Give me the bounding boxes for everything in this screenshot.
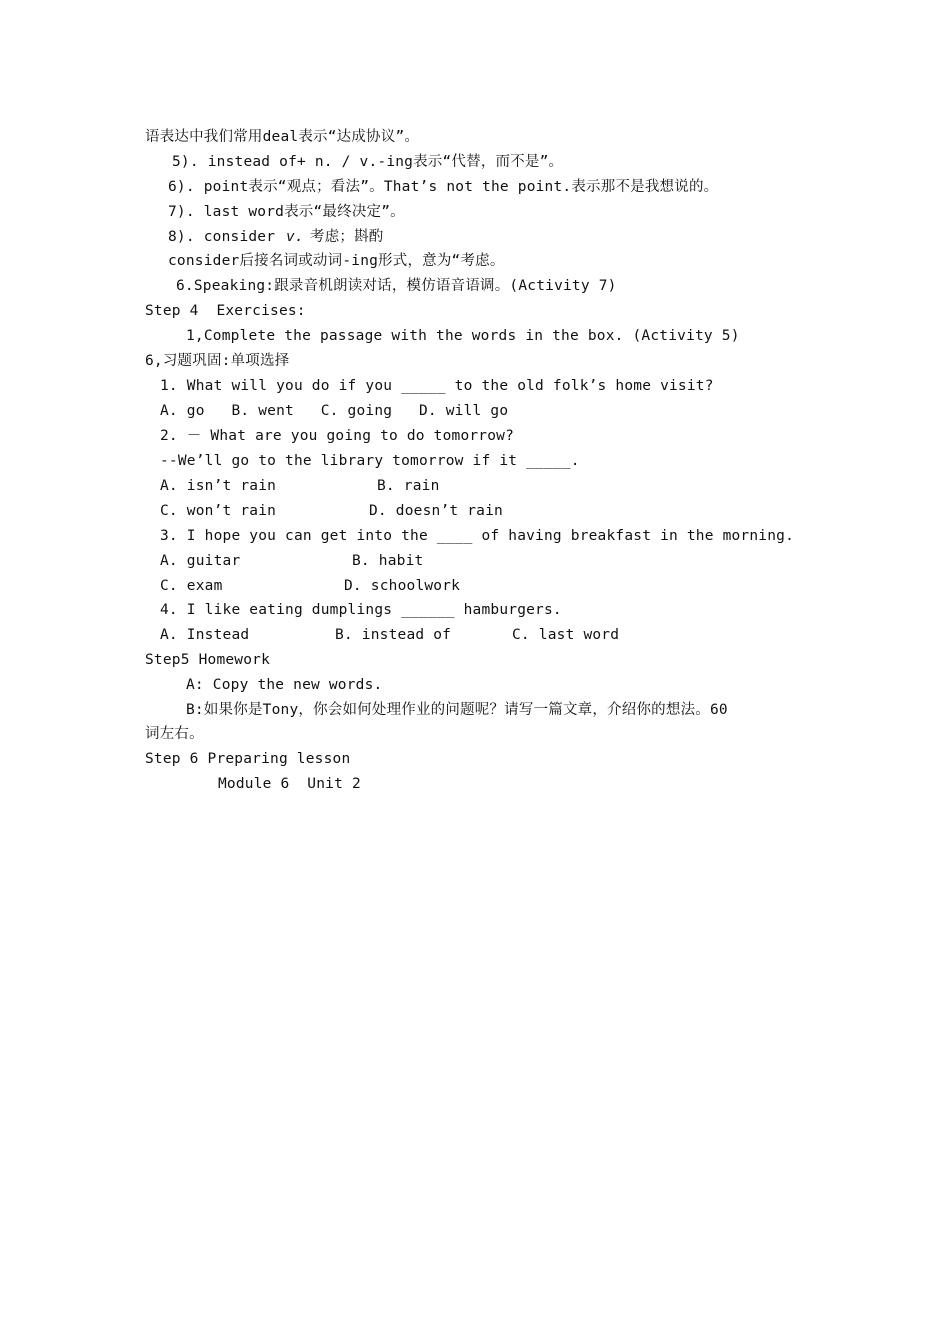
text-line: 5). instead of+ n. / v.-ing表示“代替，而不是”。 xyxy=(172,154,564,170)
text-line: 7). last word表示“最终决定”。 xyxy=(168,204,405,220)
text-line: 考虑；斟酌 xyxy=(310,229,384,245)
option: A. Instead xyxy=(160,627,250,643)
section-heading: Step5 Homework xyxy=(145,652,271,668)
text-line: 语表达中我们常用deal表示“达成协议”。 xyxy=(145,129,420,145)
option: C. last word xyxy=(512,627,620,643)
text-line: 6). point表示“观点；看法”。That’s not the point.表示那不是我想说的。 xyxy=(168,179,719,195)
question: --We’ll go to the library tomorrow if it _____. xyxy=(160,453,580,469)
option: B. rain xyxy=(377,478,440,494)
option: D. doesn’t rain xyxy=(369,503,503,519)
question: 1. What will you do if you _____ to the old folk’s home visit? xyxy=(160,378,714,394)
question: 3. I hope you can get into the ____ of having breakfast in the morning. xyxy=(160,528,795,544)
text-line: B:如果你是Tony，你会如何处理作业的问题呢？请写一篇文章，介绍你的想法。60 xyxy=(186,702,728,718)
text-line: consider后接名词或动词-ing形式，意为“考虑。 xyxy=(168,253,505,269)
section-heading: Step 6 Preparing lesson xyxy=(145,751,351,767)
text-line: 8). consider xyxy=(168,229,276,245)
option: C. won’t rain xyxy=(160,503,277,519)
option: A. isn’t rain xyxy=(160,478,277,494)
section-heading: 6,习题巩固:单项选择 xyxy=(145,353,290,369)
section-heading: Step 4 Exercises: xyxy=(145,303,306,319)
text-line: 6.Speaking:跟录音机朗读对话，模仿语音语调。(Activity 7) xyxy=(176,278,617,294)
option: C. exam xyxy=(160,578,223,594)
options: A. go B. went C. going D. will go xyxy=(160,403,509,419)
text-line: Module 6 Unit 2 xyxy=(218,776,361,792)
text-line: A: Copy the new words. xyxy=(186,677,383,693)
option: B. habit xyxy=(352,553,424,569)
option: B. instead of xyxy=(335,627,452,643)
option: A. guitar xyxy=(160,553,241,569)
text-line: v. xyxy=(286,229,304,245)
question: 2. － What are you going to do tomorrow? xyxy=(160,428,515,444)
text-line: 1,Complete the passage with the words in the box. (Activity 5) xyxy=(186,328,740,344)
text-line: 词左右。 xyxy=(145,726,204,742)
option: D. schoolwork xyxy=(344,578,461,594)
question: 4. I like eating dumplings ______ hamburgers. xyxy=(160,602,562,618)
